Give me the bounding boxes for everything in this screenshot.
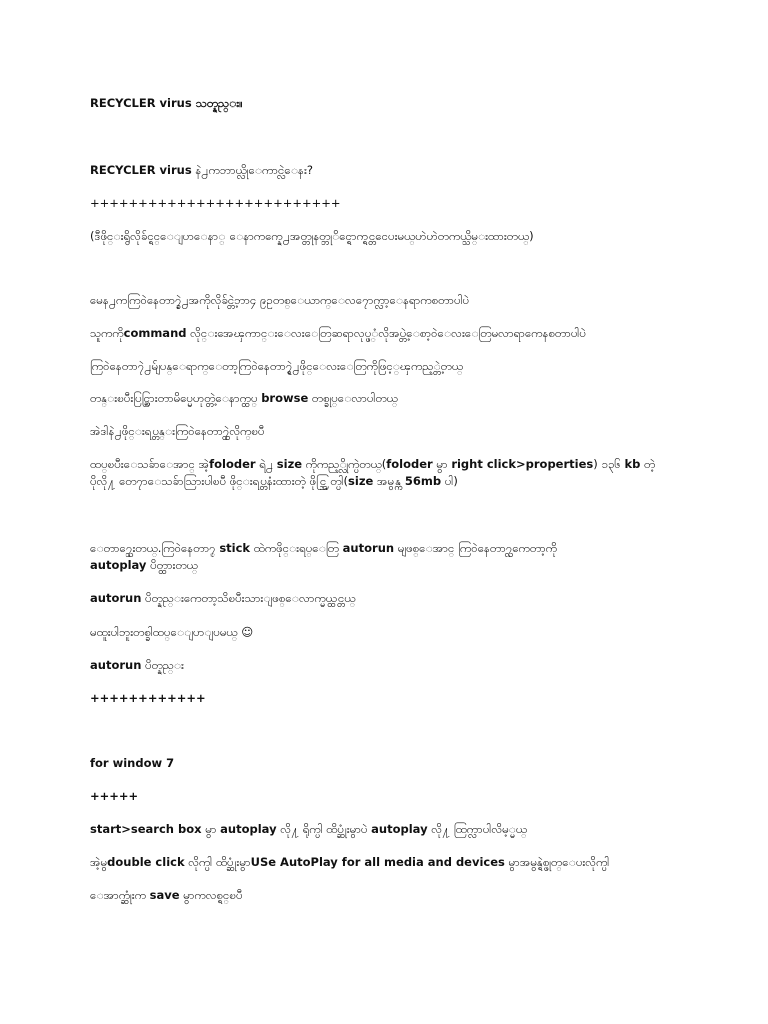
keyword: start>search box [90,822,202,836]
paragraph-text: ေအာက္ဆုံးက [90,888,150,902]
question-line [90,162,680,178]
paragraph-text: ပိတ္နည္းကေတာ့သိၿပီးသားျဖစ္ေလာက္မယ္ထင္တယ္ [141,591,356,605]
keyword: autorun [90,591,142,605]
paragraph-text: မထူးပါဘူးတစ္ခါထပ္ေျပာျပမယ္ ☺ [90,625,254,639]
question-text: နဲ႕ကဘာယ္လိုေကာင္လဲေနး? [191,163,314,177]
paragraph-text: လို႔ ထြက္လာပါလိမ့္မယ္ [427,822,527,836]
keyword: size [276,457,303,471]
paragraph-text: ရဲ႕ [255,457,277,471]
paragraph-text: မွာ [201,822,221,836]
divider-text: +++++ [90,789,139,803]
keyword: right click>properties [451,457,594,471]
keyword: autorun [90,658,142,672]
question-bold: RECYCLER virus [90,163,192,177]
paragraph [90,557,680,573]
paragraph-text: အဲဒါနဲ႕ဖိုင္းရပ္တန္းကြ၀ဲနေတာ၇္ထဲလိုက္ၿပီ [90,424,265,438]
keyword: 56mb [404,474,442,488]
paragraph-text: မွာ [432,457,452,471]
paragraph-text: ) ၁၃၆ [593,457,625,471]
paragraph-text: သူကကို [90,326,124,340]
paragraph-text: မျဖစ္ေအာင္ ကြ၀ဲနေတာ၇္လကေတာ့ကို [394,541,557,555]
paragraph-text: ပါ) [441,474,458,488]
paragraph [90,624,680,640]
paragraph-text: ပိုလို႔ တေ၇ာေသခ်ာသြားပါၿပီ ဖိုင္းရပ္တနံးထားတဲ့ ဖိုင္အြတ္ပါ( [90,474,349,488]
paragraph-text: မွာအမွန္ရဲစ္ဖုတ္ေပးလိုက္ပါ [504,855,610,869]
paragraph-text: ေတာ၇္သေးတယ္.ကြ၀ဲနေတာ၇္ [90,541,220,555]
divider-1 [90,195,680,211]
paragraph-text: ထဲကဖိုင္းရပ္ေတြ [250,541,343,555]
paragraph [90,292,680,308]
keyword: save [149,888,180,902]
paragraph [90,456,680,472]
divider-2 [90,690,680,706]
keyword: foloder [209,457,256,471]
note-text: (ဒီဖိုင္းရွိလိုခ်င္ရင္ေျပာေနာ္ ေနာကက္နေ႕အတ္တုနတ္ဘုိင္ရောက္ရင္တငေပးမယ္ဟဲဟဲတကယ္သိမ္းထားတယ္) [90,229,534,243]
paragraph-text: လိုင္းအေၾကာင္းေလးေတြဆရာလုပ္ဖ္ံလိုအပ္တဲ့ေစာ့ဝဲေလးေတြမလာရာကေနစတာပါပဲ [186,326,586,340]
paragraph [90,358,680,374]
keyword: size [348,474,374,488]
paragraph [90,854,680,870]
paragraph-text: တစ္ခုပ္ေလာပါတယ္ [308,391,398,405]
paragraph [90,887,680,903]
keyword: autoplay [90,558,147,572]
keyword: autoplay [220,822,277,836]
paragraph-text: အမွန္က [373,474,405,488]
paragraph [90,390,680,406]
keyword: USe AutoPlay for all media and devices [250,855,505,869]
paragraph [90,325,680,341]
paragraph-text: မေန႕ကကြ၀ဲနေတာ၇္ခဲ႕အကိုလိုခ်င္တဲ့ဘာ၄ ၉ဥတစ္ေယာက္ေလ၇ောက္လာ့ေနရာကစတာပါပဲ [90,293,470,307]
paragraph [90,821,680,837]
keyword: autoplay [371,822,428,836]
paragraph-text: အဲ့မွ [90,855,108,869]
paragraph-text: ပိတ္ထားတယ္ [146,558,198,572]
divider-3 [90,788,680,804]
divider-text: ++++++++++++++++++++++++++ [90,196,341,210]
paragraph [90,657,680,673]
paragraph [90,473,680,489]
note-line [90,228,680,244]
keyword: stick [219,541,251,555]
section-title-text: for window 7 [90,756,175,770]
paragraph-text: တန္းၿပီးပြင္ဆြားတာမိပ္မေဟုတ္တဲ့ေနာက္ထပ္ [90,391,262,405]
command-keyword: command [123,326,187,340]
paragraph [90,540,680,556]
paragraph-text: လိုက္ပါ ထိပ္ဆုံးမွာ [184,855,251,869]
browse-keyword: browse [261,391,309,405]
divider-text: ++++++++++++ [90,691,206,705]
keyword: autorun [342,541,395,555]
document-heading [90,95,680,111]
paragraph-text: မွာကလစ္ရင္ၿပီ [179,888,243,902]
paragraph-text: လို႔ ရိုက္ပါ ထိပ္ဆုံးမွာပဲ [276,822,372,836]
paragraph-text: ပိတ္နည္း [141,658,184,672]
heading-text: RECYCLER virus သတ္နည္း။ [90,96,243,110]
paragraph-text: ကြ၀ဲနေတာ၇ဲ႕မ်ျပန္ေရာက္ေတာ့ကြ၀ဲနေတာ၇္ရဲ႕ဖိုင္ေလးေတြကိုဖြင့္ၾကည့္တဲ့တယ္ [90,359,464,373]
paragraph-text: ထပ္ၿပီးေသခ်ာေအာင္ အဲ့ [90,457,210,471]
keyword: foloder [386,457,433,471]
paragraph [90,590,680,606]
paragraph [90,423,680,439]
paragraph-text: တဲ့ [640,457,656,471]
keyword: kb [624,457,641,471]
section-title [90,755,680,771]
paragraph-text: ကိုကည့္လိုက္ပဲတယ္( [302,457,387,471]
keyword: double click [107,855,185,869]
